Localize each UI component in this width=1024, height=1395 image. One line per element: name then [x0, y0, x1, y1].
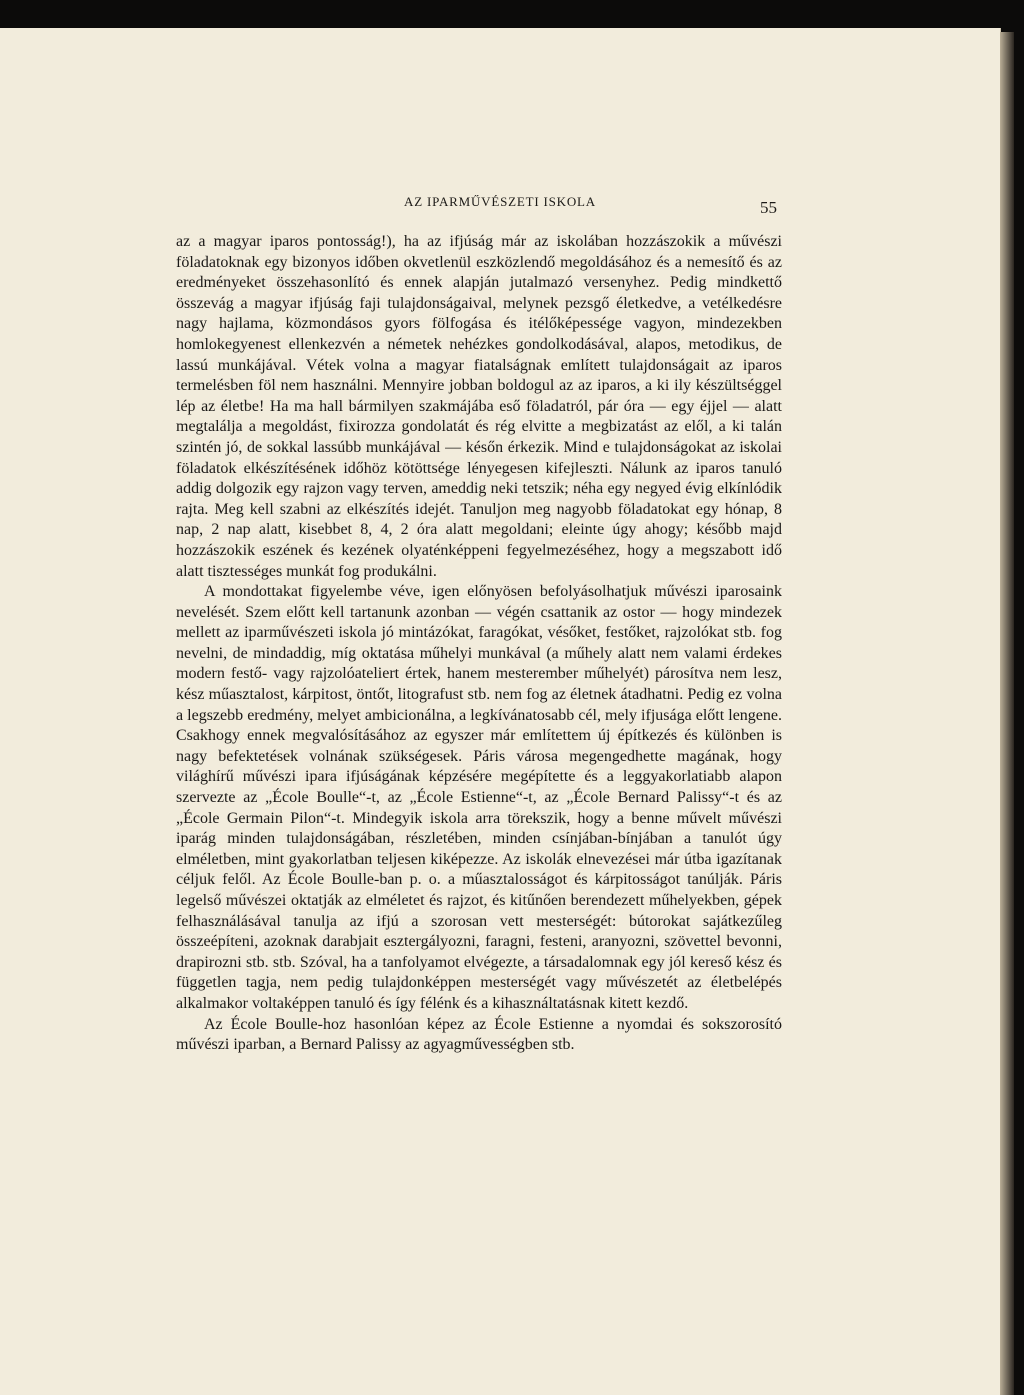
- paragraph: az a magyar iparos pontosság!), ha az ifjúság már az iskolában hozzászokik a művészi föladatoknak egy bizonyos időben okvetlenül eszközlendő megoldásához és a nemesítő és az eredményeket összehasonlító és ennek alapján jutalmazó versenyhez. Pedig mindkettő összevág a magyar ifjúság faji tulajdonságaival, melynek pezsgő életkedve, a vetélkedésre nagy hajlama, közmondásos gyors fölfogása és itélőképessége vagyon, mindezekben homlokegyenest ellenkezvén a németek nehézkes gondolkodásával, alapos, metodikus, de lassú munkájával. Vétek volna a magyar fiatalságnak említett tulajdonságait az iparos termelésben föl nem használni. Mennyire jobban boldogul az az iparos, a ki ily készültséggel lép az életbe! Ha ma hall bármilyen szakmájába eső föladatról, pár óra — egy éjjel — alatt megtalálja a megoldást, fixirozza gondolatát és rég elvitte a megbizatást az elől, a ki talán szintén jó, de sokkal lassúbb munkájával — későn érkezik. Mind e tulajdonságokat az iskolai föladatok elkészítésének időhöz kötöttsége lényegesen kifejleszti. Nálunk az iparos tanuló addig dolgozik egy rajzon vagy terven, ameddig neki tetszik; néha egy negyed évig elkínlódik rajta. Meg kell szabni az elkészítés idejét. Tanuljon meg nagyobb föladatokat egy hónap, 8 nap, 2 nap alatt, kisebbet 8, 4, 2 óra alatt megoldani; eleinte úgy ahogy; később majd hozzászokik eszének és kezének olyaténképpeni fegyelmezéséhez, hogy a megszabott idő alatt tisztességes munkát fog produkálni.: [176, 233, 782, 580]
- paragraph: Az École Boulle-hoz hasonlóan képez az École Estienne a nyomdai és sokszorosító művészi iparban, a Bernard Palissy az agyagművességben stb.: [176, 1015, 782, 1054]
- running-head: AZ IPARMŰVÉSZETI ISKOLA: [404, 194, 596, 209]
- paragraph: A mondottakat figyelembe véve, igen előnyösen befolyásolhatjuk művészi iparosaink nevelését. Szem előtt kell tartanunk azonban — végén csattanik az ostor — hogy mindezek mellett az iparművészeti iskola jó mintázókat, faragókat, vésőket, festőket, rajzolókat stb. fog nevelni, de mindaddig, míg oktatása műhelyi munkával (a műhely alatt nem valami érdekes modern festő- vagy rajzolóateliert értek, hanem mesterember műhelyét) párosítva nem lesz, kész műasztalost, kárpitost, öntőt, litografust stb. nem fog az életnek átadhatni. Pedig ez volna a legszebb eredmény, melyet ambicionálna, a legkívánatosabb cél, mely ifjusága előtt lengene. Csakhogy ennek megvalósításához az egyszer már említettem új építkezés és különben is nagy befektetések volnának szükségesek. Páris városa megengedhette magának, hogy világhírű művészi ipara ifjúságának képzésére megépítette és a leggyakorlatiabb alapon szervezte az „École Boulle“-t, az „École Estienne“-t, az „École Bernard Palissy“-t és az „École Germain Pilon“-t. Mindegyik iskola arra törekszik, hogy a benne művelt művészi iparág minden tulajdonságában, részletében, minden csínjában-bínjában a tanulót úgy elméletben, mint gyakorlatban teljesen kiképezze. Az iskolák elnevezései már útba igazítanak céljuk felől. Az École Boulle-ban p. o. a műasztalosságot és kárpitosságot tanúlják. Páris legelső művészei oktatják az elméletet és rajzot, és kitűnően berendezett műhelyekben, gépek felhasználásával tanulja az ifjú a szorosan vett mesterségét: bútorokat sajátkezűleg összeépíteni, azoknak darabjait esztergályozni, faragni, festeni, aranyozni, szövettel bevonni, drapirozni stb. stb. Szóval, ha a tanfolyamot elvégezte, a társadalomnak egy jól kereső kész és független tagja, nem pedig tulajdonképpen mesterségét vagy művészetét az életbelépés alkalmakor voltaképpen tanuló és így félénk és a kihasználtatásnak kitett kezdő.: [176, 583, 782, 1012]
- book-page: [0, 28, 1001, 1395]
- body-text: [176, 232, 782, 1056]
- page-number: 55: [760, 198, 777, 217]
